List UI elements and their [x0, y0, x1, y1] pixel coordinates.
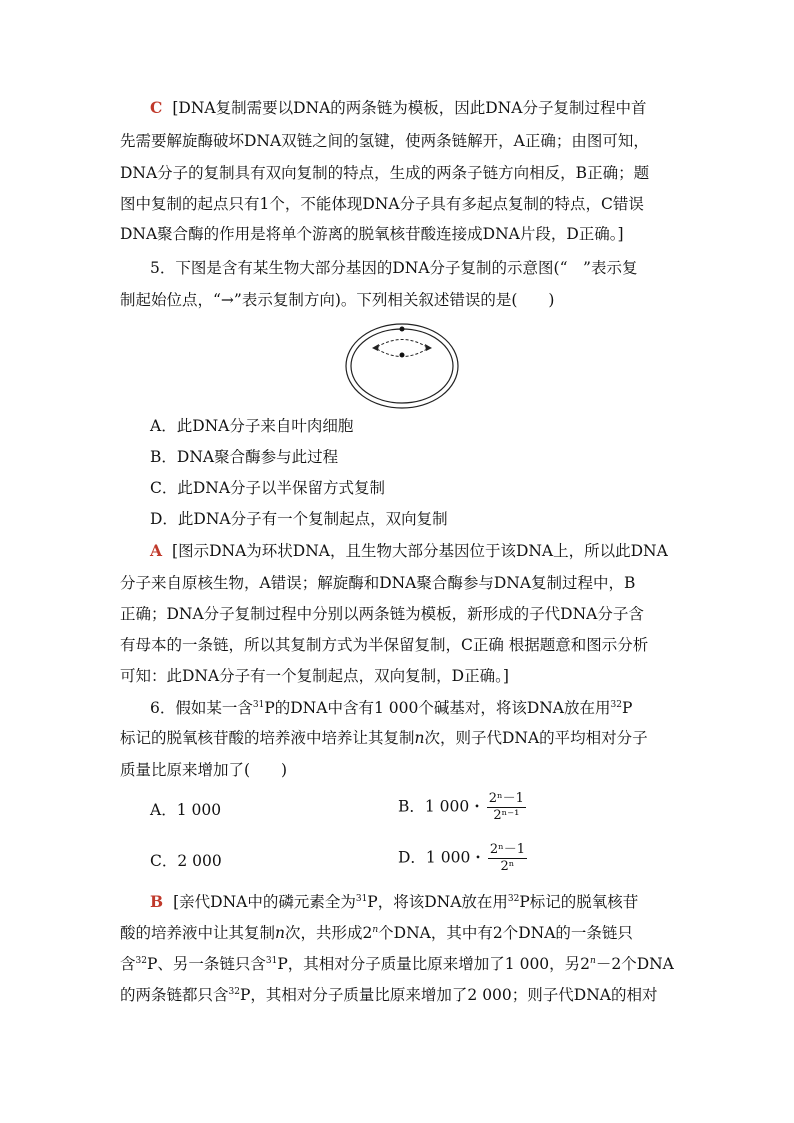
- q6-option-b-fraction: $\frac{\text{2ⁿ－1}}{\text{2ⁿ⁻¹}}$: [488, 791, 524, 823]
- q5-explanation-line-3: 正确；DNA分子复制过程中分别以两条链为模板，新形成的子代DNA分子含: [120, 605, 644, 623]
- q5-explanation-line-1: A [图示DNA为环状DNA，且生物大部分基因位于该DNA上，所以此DNA: [150, 541, 668, 560]
- circular-dna-diagram: [342, 318, 462, 414]
- q6-answer-letter: B: [150, 892, 164, 911]
- q5-explanation-line-2: 分子来自原核生物，A错误；解旋酶和DNA聚合酶参与DNA复制过程中，B: [120, 574, 636, 592]
- q5-option-d: D．此DNA分子有一个复制起点，双向复制: [150, 510, 448, 528]
- q5-answer-letter: A: [150, 541, 163, 560]
- q5-option-c: C．此DNA分子以半保留方式复制: [150, 479, 386, 497]
- q6-option-d: D．1 000・ $\frac{\text{2ⁿ－1}}{\text{2ⁿ}}$: [398, 842, 525, 874]
- q5-question-line-2: 制起始位点，“→”表示复制方向)。下列相关叙述错误的是( ): [120, 291, 555, 309]
- origin-dot-bottom: [400, 353, 405, 358]
- q6-explanation-line-1: B [亲代DNA中的磷元素全为$^{31}$P，将该DNA放在用$^{32}$P标记的脱氧核苷: [150, 892, 639, 911]
- q6-option-a: A．1 000: [150, 801, 222, 819]
- origin-dot-top: [400, 327, 405, 332]
- q6-option-d-fraction: $\frac{\text{2ⁿ－1}}{\text{2ⁿ}}$: [489, 842, 525, 874]
- q4-answer-letter: C: [150, 98, 163, 117]
- q5-question-line-1: 5．下图是含有某生物大部分基因的DNA分子复制的示意图(“ ”表示复: [150, 259, 638, 277]
- q6-explanation-line-3: 含$^{32}$P、另一条链只含$^{31}$P，其相对分子质量比原来增加了1 000，另$2^n-2$个DNA: [120, 955, 674, 973]
- q4-explanation-line-4: 图中复制的起点只有1个，不能体现DNA分子具有多起点复制的特点，C错误: [120, 195, 644, 213]
- q4-explanation-line-2: 先需要解旋酶破坏DNA双链之间的氢键，使两条链解开，A正确；由图可知，: [120, 132, 649, 150]
- q6-option-b: B．1 000・ $\frac{\text{2ⁿ－1}}{\text{2ⁿ⁻¹}}$: [398, 791, 524, 823]
- q5-explanation-line-4: 有母本的一条链，所以其复制方式为半保留复制，C正确 根据题意和图示分析: [120, 636, 649, 654]
- q5-option-a: A．此DNA分子来自叶肉细胞: [150, 417, 354, 435]
- q6-question-line-2: 标记的脱氧核苷酸的培养液中培养让其复制n次，则子代DNA的平均相对分子: [120, 729, 648, 747]
- q4-explanation-line-3: DNA分子的复制具有双向复制的特点，生成的两条子链方向相反，B正确；题: [120, 164, 650, 182]
- q6-explanation-line-2: 酸的培养液中让其复制n次，共形成2$^n$个DNA，其中有2个DNA的一条链只: [120, 924, 633, 942]
- q6-option-c: C．2 000: [150, 852, 222, 870]
- q4-explanation-line-1: C [DNA复制需要以DNA的两条链为模板，因此DNA分子复制过程中首: [150, 98, 647, 117]
- q5-option-b: B．DNA聚合酶参与此过程: [150, 448, 339, 466]
- q6-question-line-1: 6．假如某一含$^{31}$P的DNA中含有1 000个碱基对，将该DNA放在用$^{32}$P: [150, 699, 633, 717]
- q6-explanation-line-4: 的两条链都只含$^{32}$P，其相对分子质量比原来增加了2 000；则子代DNA的相对: [120, 986, 658, 1004]
- q6-question-line-3: 质量比原来增加了( ): [120, 761, 288, 779]
- q5-explanation-line-5: 可知：此DNA分子有一个复制起点，双向复制，D正确。]: [120, 667, 509, 685]
- q4-explanation-line-5: DNA聚合酶的作用是将单个游离的脱氧核苷酸连接成DNA片段，D正确。]: [120, 225, 624, 243]
